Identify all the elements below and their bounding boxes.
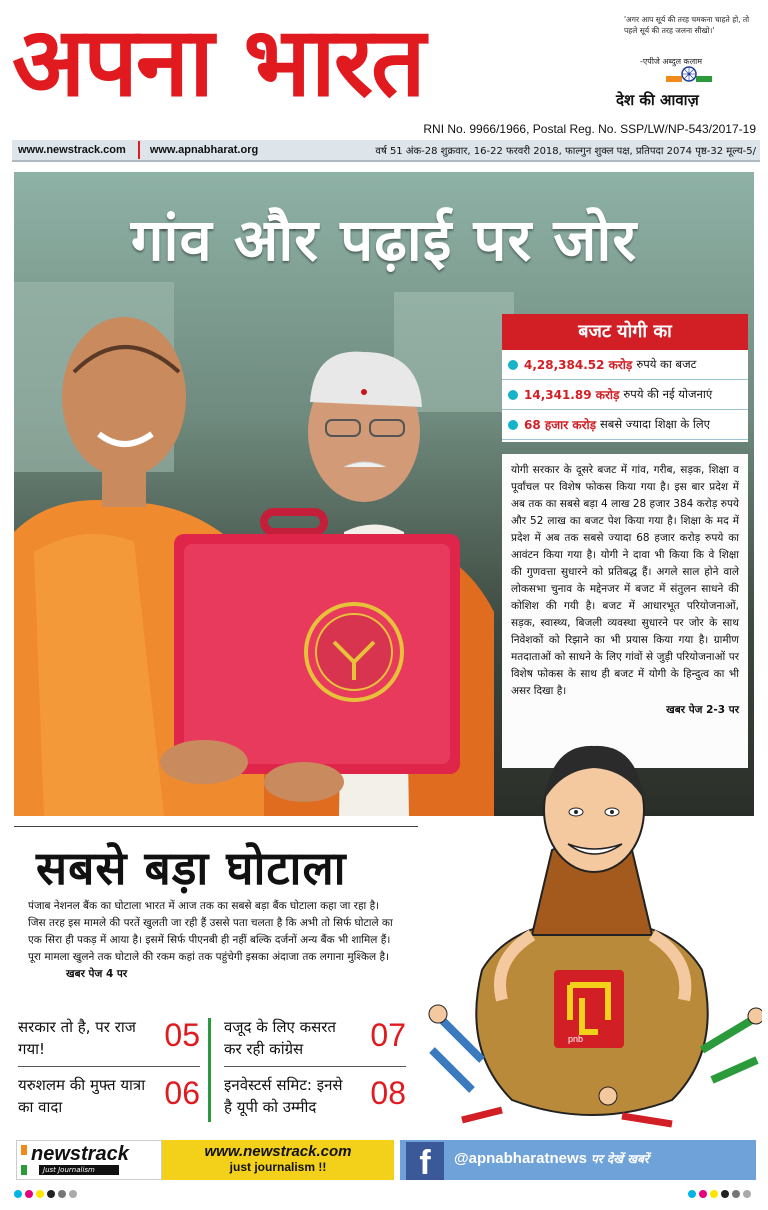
- scam-headline: सबसे बड़ा घोटाला: [36, 841, 347, 895]
- kalam-quote: 'अगर आप सूर्य की तरह चमकना चाहते हो, तो पहले सूर्य की तरह जलना सीखो।': [624, 15, 750, 35]
- story-index: [18, 1014, 412, 1122]
- flag-icon: [21, 1145, 27, 1175]
- apnabharat-link[interactable]: www.apnabharat.org: [149, 144, 259, 156]
- masthead-title: अपना भारत: [12, 6, 424, 118]
- budget-item-number: 68 हजार करोड़: [524, 418, 596, 432]
- budget-title: बजट योगी का: [502, 314, 748, 350]
- masthead: [0, 0, 768, 140]
- registration-marks: [688, 1190, 751, 1198]
- index-item[interactable]: [224, 1014, 406, 1062]
- budget-item-number: 14,341.89 करोड़: [524, 388, 620, 402]
- newstrack-link[interactable]: www.newstrack.com: [18, 144, 126, 156]
- index-item-page: 07: [370, 1017, 406, 1053]
- issue-info: वर्ष 51 अंक-28 शुक्रवार, 16-22 फरवरी 2018, फाल्गुन शुक्ल पक्ष, प्रतिपदा 2074 पृष्ठ-32 मूल्य-5/: [375, 146, 756, 157]
- index-vertical-divider: [208, 1018, 211, 1122]
- index-item[interactable]: [18, 1014, 200, 1062]
- budget-article-text: योगी सरकार के दूसरे बजट में गांव, गरीब, सड़क, शिक्षा व पूर्वांचल पर विशेष फोकस किया गया है। इस बार प्रदेश में अब तक का सबसे बड़ा 4 लाख 28 हजार 384 करोड़ रुपये और 52 लाख का बजट पेश किया गया है। शिक्षा के मद में प्रदेश में अब तक सबसे ज्यादा 68 हजार करोड़ रुपये का आवंटन किया गया है। योगी ने दावा भी किया कि वे शिक्षा की गुणवत्ता सुधारने को प्रतिबद्ध हैं। अगले साल होने वाले लोकसभा चुनाव के मद्देनजर में बजट में संतुलन साधने की कोशिश की गयी है। बजट में आधारभूत परियोजनाओं, सड़क, स्वास्थ्य, बिजली व्यवस्था सुधारने पर जोर के साथ निवेशकों को रिझाने का भी प्रयास किया गया है। ग्रामीण मतदाताओं को साधने के लिए गांवों से जुड़ी परियोजनाओं पर विशेष फोकस के साथ ही बजट में योगी के हिन्दुत्व का भी असर दिखा है।: [511, 464, 740, 697]
- newstrack-promo[interactable]: [162, 1140, 394, 1180]
- footer-banner: [12, 1136, 760, 1186]
- index-divider: [18, 1066, 200, 1067]
- facebook-promo[interactable]: [400, 1140, 756, 1180]
- index-item-title: वजूद के लिए कसरत कर रही कांग्रेस: [224, 1018, 336, 1058]
- budget-item: [502, 410, 748, 440]
- info-strip: [12, 140, 760, 162]
- newstrack-logo-text: newstrack: [31, 1143, 129, 1165]
- budget-item-number: 4,28,384.52 करोड़: [524, 358, 633, 372]
- rni-number: RNI No. 9966/1966, Postal Reg. No. SSP/LW/NP-543/2017-19: [423, 122, 756, 136]
- facebook-handle: [454, 1150, 649, 1167]
- promo-sub: just journalism !!: [229, 1160, 327, 1174]
- index-item-page: 06: [164, 1075, 200, 1111]
- quote-author: -एपीजे अब्दुल कलाम: [640, 57, 702, 66]
- budget-item: [502, 350, 748, 380]
- index-item-title: सरकार तो है, पर राज गया!: [18, 1018, 136, 1058]
- scam-continued-link[interactable]: खबर पेज 4 पर: [66, 968, 128, 980]
- facebook-icon: f: [406, 1142, 444, 1180]
- bullet-icon: [508, 360, 518, 370]
- index-item[interactable]: [224, 1072, 406, 1120]
- budget-item-text: सबसे ज्यादा शिक्षा के लिए: [600, 417, 711, 431]
- index-divider: [224, 1066, 406, 1067]
- pnb-logo-text: pnb: [568, 1034, 584, 1044]
- budget-item: [502, 380, 748, 410]
- bullet-icon: [508, 390, 518, 400]
- ashoka-chakra-icon: [666, 66, 712, 84]
- lead-headline: गांव और पढ़ाई पर जोर: [130, 206, 638, 274]
- index-item-title: इनवेस्टर्स समिट: इनसे है यूपी को उम्मीद: [224, 1076, 343, 1116]
- budget-item-text: रुपये का बजट: [636, 357, 697, 371]
- index-item-page: 08: [370, 1075, 406, 1111]
- registration-marks: [14, 1190, 77, 1198]
- budget-continued-link[interactable]: खबर पेज 2-3 पर: [666, 704, 739, 716]
- section-rule: [14, 826, 418, 827]
- pnb-cartoon: [422, 720, 762, 1132]
- index-item-title: यरुशलम की मुफ्त यात्रा का वादा: [18, 1076, 146, 1116]
- bullet-icon: [508, 420, 518, 430]
- scam-article-text: पंजाब नेशनल बैंक का घोटाला भारत में आज तक का सबसे बड़ा बैंक घोटाला कहा जा रहा है। जिस तरह इस मामले की परतें खुलती जा रही हैं उससे पता चलता है कि अभी तो सिर्फ घोटाले का एक सिरा ही पकड़ में आया है। इसमें सिर्फ पीएनबी ही नहीं बल्कि दर्जनों अन्य बैंक भी शामिल हैं। पूरा मामला खुलने तक घोटाले की रकम कहां तक पहुंचेगी इसका अंदाजा तक लगाना मुश्किल है।: [28, 900, 393, 963]
- promo-url: www.newstrack.com: [204, 1143, 352, 1160]
- newstrack-logo-sub: Just Journalism: [39, 1165, 119, 1175]
- tagline: देश की आवाज़: [616, 91, 699, 109]
- facebook-handle-text: @apnabharatnews: [454, 1150, 587, 1167]
- newstrack-logo[interactable]: [16, 1140, 162, 1180]
- index-item-page: 05: [164, 1017, 200, 1053]
- facebook-sub-text: पर देखें खबरें: [591, 1152, 649, 1166]
- scam-article: [28, 898, 400, 983]
- budget-highlights: [502, 314, 748, 442]
- index-item[interactable]: [18, 1072, 200, 1120]
- budget-item-text: रुपये की नई योजनाएं: [623, 387, 713, 401]
